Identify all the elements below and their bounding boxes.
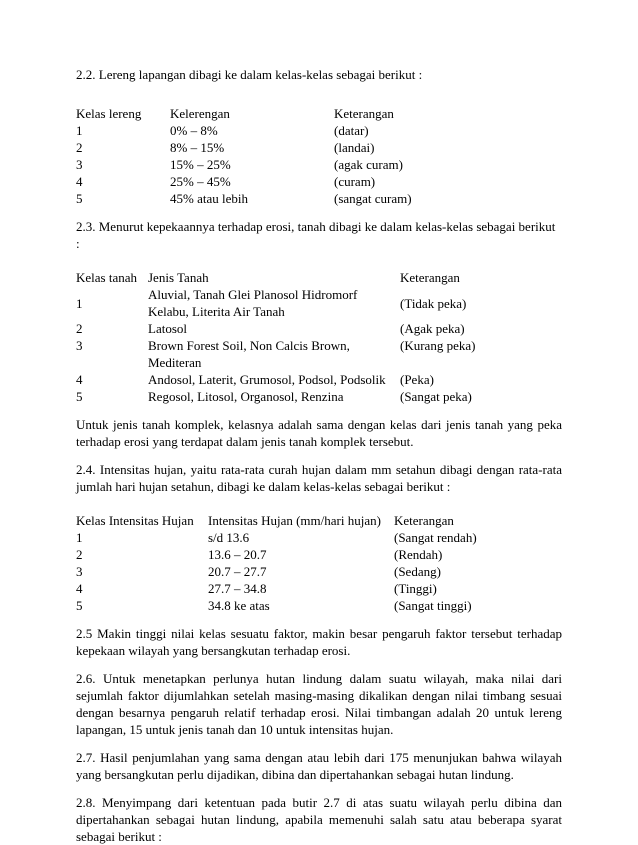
table-cell: Andosol, Laterit, Grumosol, Podsol, Podsolik	[148, 372, 386, 387]
table-row	[76, 286, 475, 320]
table-cell: 3	[76, 157, 83, 172]
table-row	[76, 371, 475, 388]
table-cell: 0% – 8%	[170, 123, 218, 138]
table-cell: (Agak peka)	[400, 321, 465, 336]
table-cell: 5	[76, 389, 83, 404]
table-cell: 27.7 – 34.8	[208, 581, 267, 596]
table-row	[76, 190, 412, 207]
table-header-row	[76, 269, 475, 286]
table-cell: 1	[76, 295, 83, 311]
section-2-2-heading: 2.2. Lereng lapangan dibagi ke dalam kelas-kelas sebagai berikut :	[76, 67, 423, 82]
table-cell: s/d 13.6	[208, 530, 250, 545]
table-cell: (sangat curam)	[334, 191, 412, 206]
table-row	[76, 563, 477, 580]
table-cell: 20.7 – 27.7	[208, 564, 267, 579]
table-cell: Brown Forest Soil, Non Calcis Brown, Mediteran	[148, 338, 350, 370]
table-row	[76, 580, 477, 597]
table-cell: (Peka)	[400, 372, 434, 387]
table-cell: 8% – 15%	[170, 140, 225, 155]
paragraph-2-5: 2.5 Makin tinggi nilai kelas sesuatu faktor, makin besar pengaruh faktor tersebut terhadap kepekaan wilayah yang bersangkutan terhadap erosi.	[76, 626, 562, 658]
table-row	[76, 320, 475, 337]
table-row	[76, 597, 477, 614]
table-cell: (landai)	[334, 140, 375, 155]
table-cell: 2	[76, 140, 83, 155]
table-cell: 4	[76, 581, 83, 596]
table-cell: 4	[76, 372, 83, 387]
table-cell: (Sangat peka)	[400, 389, 472, 404]
table-cell: 4	[76, 174, 83, 189]
table-cell: (curam)	[334, 174, 376, 189]
table-row	[76, 337, 475, 371]
table-cell: 25% – 45%	[170, 174, 231, 189]
column-header: Kelas Intensitas Hujan	[76, 513, 194, 528]
document-page	[76, 66, 562, 845]
table-cell: (Rendah)	[394, 547, 443, 562]
table-cell: (agak curam)	[334, 157, 403, 172]
column-header: Kelerengan	[170, 106, 230, 121]
table-cell: (Tidak peka)	[400, 295, 467, 311]
table-cell: 34.8 ke atas	[208, 598, 270, 613]
table-cell: 2	[76, 547, 83, 562]
table-cell: (Tinggi)	[394, 581, 437, 596]
table-cell: Regosol, Litosol, Organosol, Renzina	[148, 389, 344, 404]
column-header: Keterangan	[334, 106, 394, 121]
table-cell: 2	[76, 321, 83, 336]
section-2-3-heading: 2.3. Menurut kepekaannya terhadap erosi, tanah dibagi ke dalam kelas-kelas sebagai berikut :	[76, 219, 556, 251]
table-cell: 15% – 25%	[170, 157, 231, 172]
column-header: Intensitas Hujan (mm/hari hujan)	[208, 513, 381, 528]
table-cell: (datar)	[334, 123, 369, 138]
table-row	[76, 139, 412, 156]
table-cell: 3	[76, 564, 83, 579]
table-header-row	[76, 512, 477, 529]
table-cell: 45% atau lebih	[170, 191, 248, 206]
slope-class-table	[76, 105, 412, 207]
column-header: Jenis Tanah	[148, 270, 209, 285]
table-cell: 1	[76, 530, 83, 545]
table-cell: 13.6 – 20.7	[208, 547, 267, 562]
column-header: Keterangan	[394, 513, 454, 528]
column-header: Keterangan	[400, 270, 460, 285]
soil-sensitivity-table	[76, 269, 475, 405]
table-header-row	[76, 105, 412, 122]
soil-complex-note: Untuk jenis tanah komplek, kelasnya adalah sama dengan kelas dari jenis tanah yang peka terhadap erosi yang terdapat dalam jenis tanah komplek tersebut.	[76, 417, 562, 449]
table-row	[76, 529, 477, 546]
table-cell: Aluvial, Tanah Glei Planosol Hidromorf Kelabu, Literita Air Tanah	[148, 287, 358, 319]
table-cell: (Kurang peka)	[400, 338, 476, 353]
table-row	[76, 122, 412, 139]
table-cell: (Sedang)	[394, 564, 441, 579]
rain-intensity-table	[76, 512, 477, 614]
table-cell: 1	[76, 123, 83, 138]
table-row	[76, 546, 477, 563]
table-row	[76, 156, 412, 173]
paragraph-2-6: 2.6. Untuk menetapkan perlunya hutan lindung dalam suatu wilayah, maka nilai dari sejumlah faktor dijumlahkan setelah masing-masing dikalikan dengan nilai timbang sesuai dengan besarnya pengaruh relatif terhadap erosi. Nilai timbangan adalah 20 untuk lereng lapangan, 15 untuk jenis tanah dan 10 untuk intensitas hujan.	[76, 671, 562, 737]
table-row	[76, 173, 412, 190]
column-header: Kelas lereng	[76, 106, 142, 121]
column-header: Kelas tanah	[76, 270, 138, 285]
table-cell: 3	[76, 338, 83, 353]
paragraph-2-7: 2.7. Hasil penjumlahan yang sama dengan atau lebih dari 175 menunjukan bahwa wilayah yang bersangkutan perlu dijadikan, dibina dan dipertahankan sebagai hutan lindung.	[76, 750, 562, 782]
table-cell: Latosol	[148, 321, 187, 336]
table-row	[76, 388, 475, 405]
table-cell: (Sangat rendah)	[394, 530, 477, 545]
paragraph-2-8: 2.8. Menyimpang dari ketentuan pada butir 2.7 di atas suatu wilayah perlu dibina dan dipertahankan sebagai hutan lindung, apabila memenuhi salah satu atau beberapa syarat sebagai berikut :	[76, 795, 562, 844]
section-2-4-heading: 2.4. Intensitas hujan, yaitu rata-rata curah hujan dalam mm setahun dibagi dengan rata-rata jumlah hari hujan setahun, dibagi ke dalam kelas-kelas sebagai berikut :	[76, 462, 562, 494]
table-cell: (Sangat tinggi)	[394, 598, 472, 613]
table-cell: 5	[76, 598, 83, 613]
table-cell: 5	[76, 191, 83, 206]
